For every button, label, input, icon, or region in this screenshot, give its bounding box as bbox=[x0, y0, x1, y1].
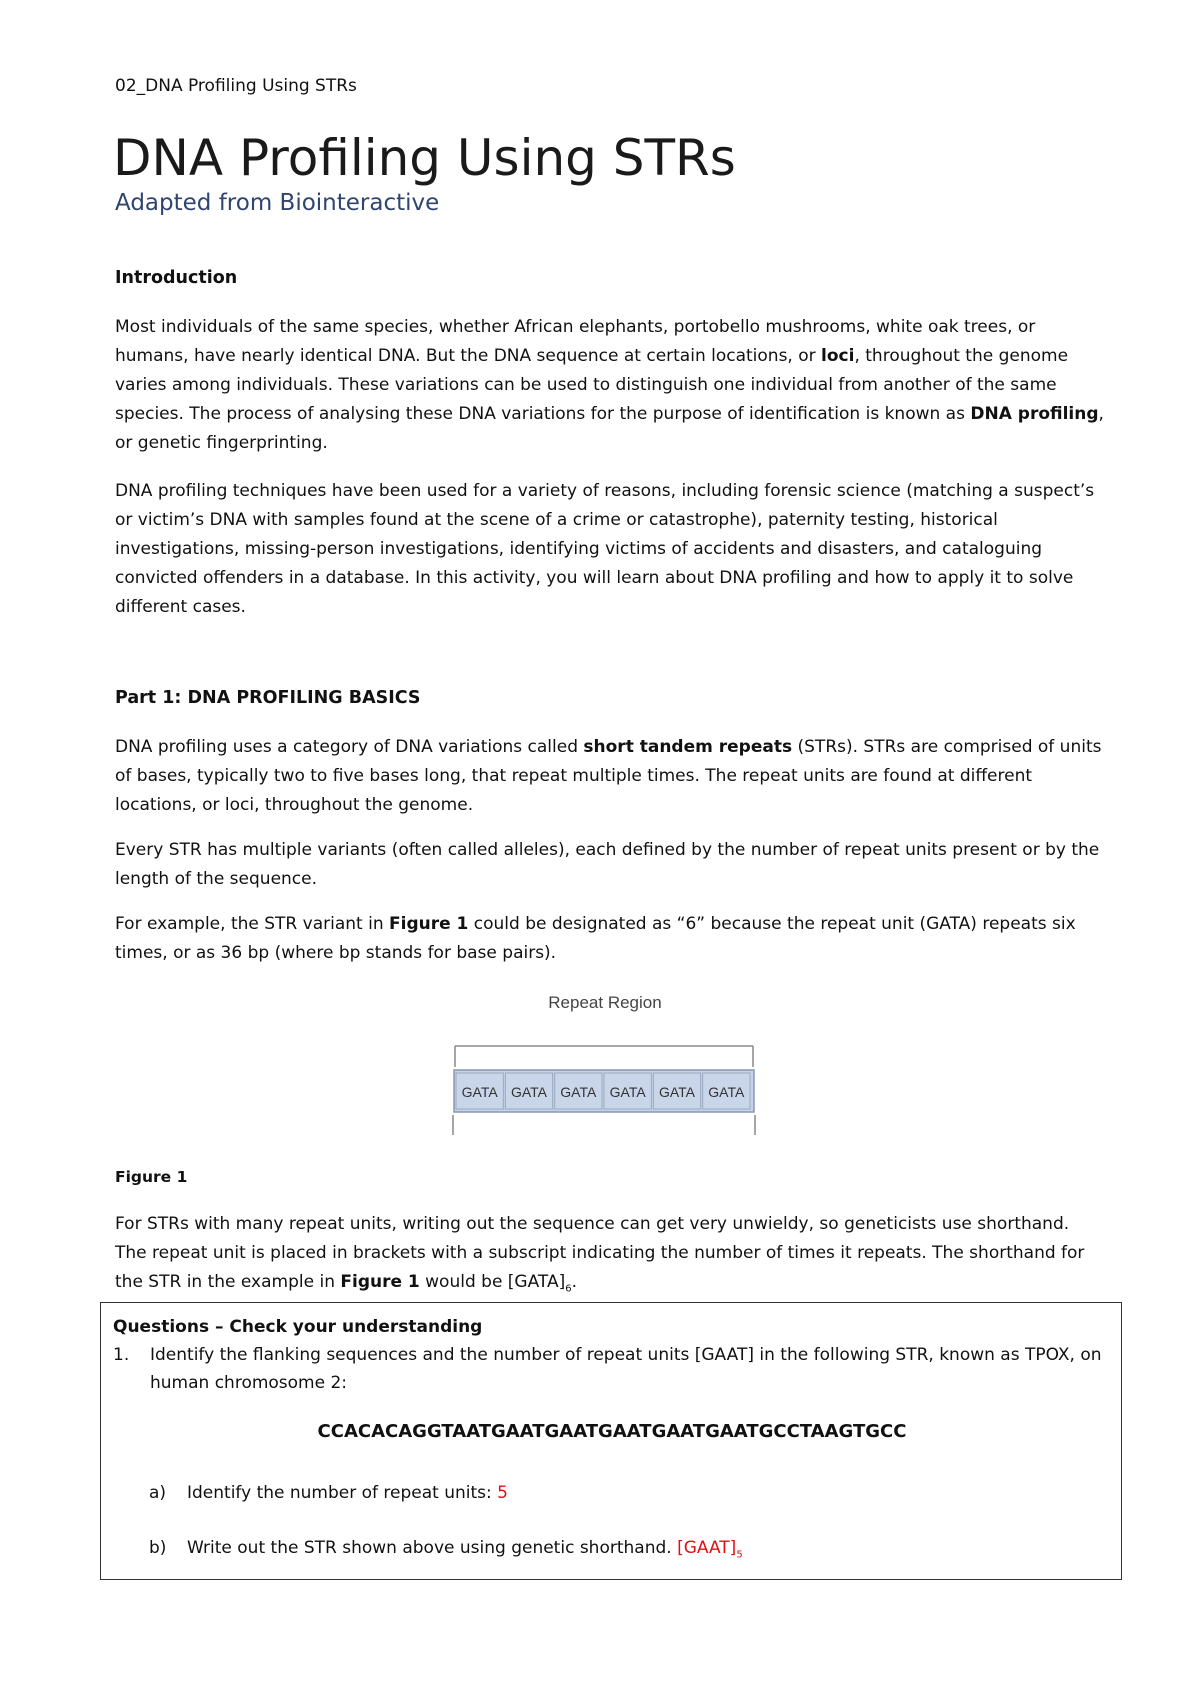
question-1-number: 1. bbox=[113, 1345, 130, 1365]
part1-heading: Part 1: DNA PROFILING BASICS bbox=[115, 688, 421, 708]
figure-ref: Figure 1 bbox=[389, 914, 469, 934]
question-a bbox=[187, 1479, 508, 1507]
figure-1-diagram bbox=[450, 985, 770, 1145]
intro-p1-text: Most individuals of the same species, whether African elephants, portobello mushrooms, white oak trees, or humans, have nearly identical DNA. But the DNA sequence at certain locations, or bbox=[115, 317, 1036, 366]
repeat-unit-label: GATA bbox=[560, 1084, 597, 1100]
part1-p3-text-2: could be designated as “6” because the repeat unit (GATA) repeats six times, or as 36 bp (where bp stands for base pairs). bbox=[115, 914, 1076, 963]
questions-heading: Questions – Check your understanding bbox=[113, 1317, 483, 1337]
part1-paragraph-2: Every STR has multiple variants (often called alleles), each defined by the number of repeat units present or by the length of the sequence. bbox=[115, 840, 1100, 889]
questions-box bbox=[100, 1302, 1122, 1580]
intro-heading: Introduction bbox=[115, 268, 238, 288]
str-sequence: CCACACAGGTAATGAATGAATGAATGAATGAATGCCTAAGTGCC bbox=[317, 1421, 907, 1442]
question-a-text: Identify the number of repeat units: bbox=[187, 1483, 498, 1503]
part1-paragraph-3 bbox=[115, 910, 1105, 968]
page-title: DNA Profiling Using STRs bbox=[113, 129, 736, 187]
part1-p4-end: . bbox=[571, 1272, 578, 1292]
part1-p1-text-2: (STRs). STRs are comprised of units of bases, typically two to five bases long, that repeat multiple times. The repeat units are found at different locations, or loci, throughout the genome. bbox=[115, 737, 1102, 815]
part1-p3-text: For example, the STR variant in bbox=[115, 914, 389, 934]
repeat-unit-label: GATA bbox=[609, 1084, 646, 1100]
figure-1-caption: Figure 1 bbox=[115, 1168, 188, 1186]
dna-profiling-term: DNA profiling bbox=[970, 404, 1099, 424]
str-term: short tandem repeats bbox=[583, 737, 793, 757]
repeat-unit-label: GATA bbox=[708, 1084, 745, 1100]
question-a-label: a) bbox=[149, 1483, 167, 1503]
part1-paragraph-1 bbox=[115, 733, 1105, 820]
page-subtitle: Adapted from Biointeractive bbox=[115, 190, 440, 216]
repeat-unit-label: GATA bbox=[461, 1084, 498, 1100]
intro-p1-text-3: , or genetic fingerprinting. bbox=[115, 404, 1104, 453]
repeat-unit-label: GATA bbox=[658, 1084, 696, 1100]
loci-term: loci bbox=[821, 346, 855, 366]
part1-p1-text: DNA profiling uses a category of DNA variations called bbox=[115, 737, 584, 757]
part1-p4-text: For STRs with many repeat units, writing out the sequence can get very unwieldy, so geneticists use shorthand. The repeat unit is placed in brackets with a subscript indicating the number of times it repeats. The shorthand for the STR in the example in bbox=[115, 1214, 1085, 1292]
repeat-region-label: Repeat Region bbox=[548, 993, 662, 1012]
part1-paragraph-4 bbox=[115, 1210, 1105, 1303]
question-b-answer-subscript: 5 bbox=[736, 1549, 743, 1561]
question-b bbox=[187, 1534, 743, 1569]
intro-p1-text-2: , throughout the genome varies among individuals. These variations can be used to distinguish one individual from another of the same species. The process of analysing these DNA variations for the purpose of identification is known as bbox=[115, 346, 1069, 424]
repeat-unit-label: GATA bbox=[510, 1084, 548, 1100]
intro-paragraph-2: DNA profiling techniques have been used for a variety of reasons, including forensic science (matching a suspect’s or victim’s DNA with samples found at the scene of a crime or catastrophe), paternity testing, historical investigations, missing-person investigations, identifying victims of accidents and disasters, and cataloguing convicted offenders in a database. In this activity, you will learn about DNA profiling and how to apply it to solve different cases. bbox=[115, 481, 1095, 617]
question-b-label: b) bbox=[149, 1538, 167, 1558]
figure-ref-2: Figure 1 bbox=[340, 1272, 420, 1292]
part1-p4-text-2: would be [GATA] bbox=[419, 1272, 566, 1292]
intro-paragraph-1 bbox=[115, 313, 1105, 458]
question-a-answer: 5 bbox=[497, 1483, 508, 1503]
question-b-text: Write out the STR shown above using genetic shorthand. bbox=[187, 1538, 678, 1558]
question-b-answer: [GAAT] bbox=[677, 1538, 737, 1558]
shorthand-subscript: 6 bbox=[565, 1283, 572, 1295]
question-1-text: Identify the flanking sequences and the number of repeat units [GAAT] in the following STR, known as TPOX, on human chromosome 2: bbox=[150, 1345, 1102, 1393]
file-header: 02_DNA Profiling Using STRs bbox=[115, 76, 357, 96]
